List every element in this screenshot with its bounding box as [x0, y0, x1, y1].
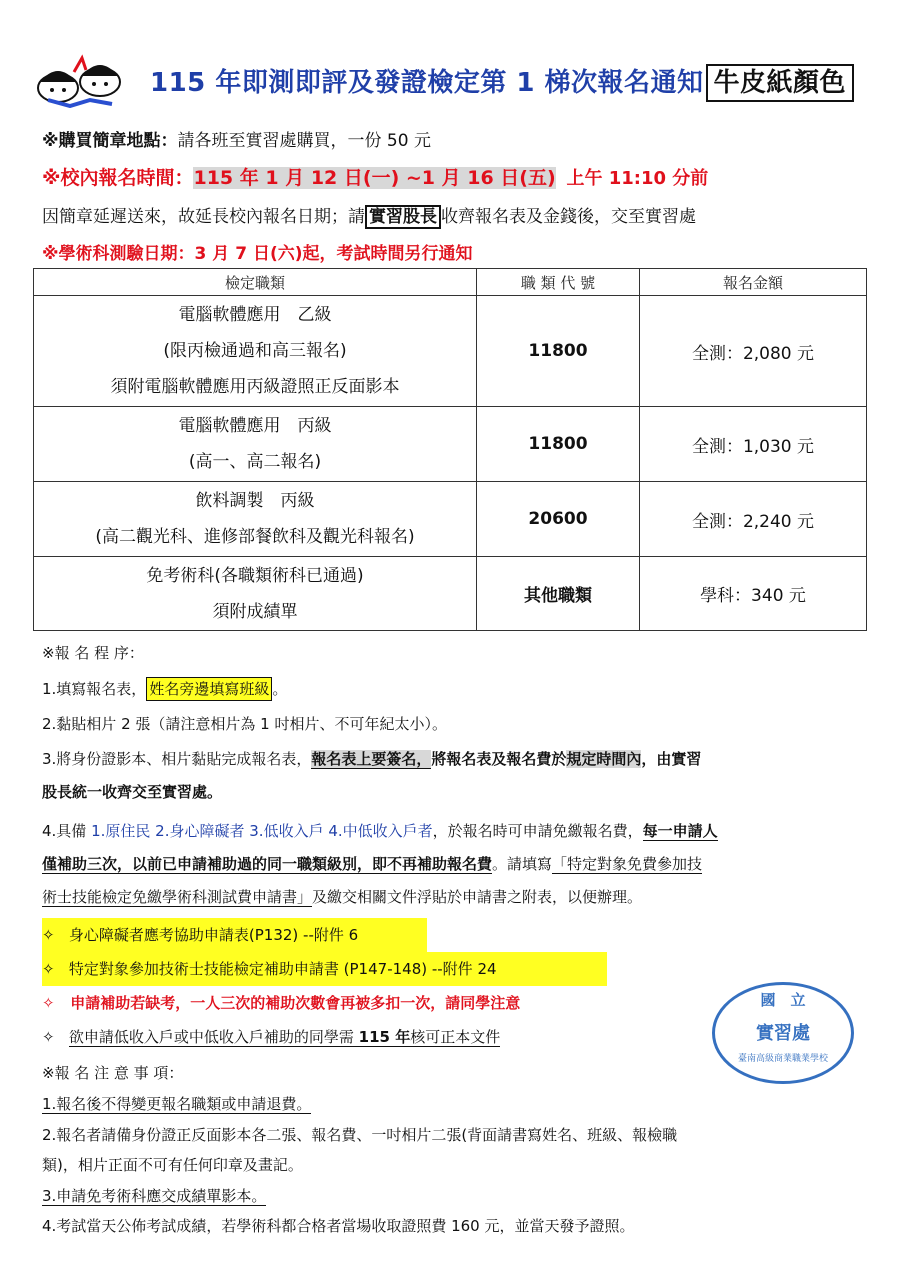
title-main: 115 年即測即評及發證檢定第 1 梯次報名通知	[150, 68, 704, 98]
step4-a: 4.具備	[42, 822, 92, 840]
table-row	[34, 407, 867, 482]
row-line: 須附電腦軟體應用丙級證照正反面影本	[110, 377, 400, 397]
procedure-step-1	[42, 678, 287, 699]
note-4: 4.考試當天公佈考試成績，若學術科都合格者當場收取證照費 160 元，並當天發予證照。	[42, 1217, 635, 1235]
purchase-line	[42, 126, 431, 151]
step1-suffix: 。	[272, 680, 288, 698]
stamp-top: 國 立	[760, 991, 806, 1009]
row-line: 免考術科(各職類術科已通過)	[146, 565, 364, 586]
note-3-text: 3.申請免考術科應交成績單影本。	[42, 1187, 267, 1205]
step3-b: 報名表上要簽名，	[311, 750, 432, 768]
row-fee: 全測：1,030 元	[640, 407, 867, 482]
note-1-text: 1.報名後不得變更報名職類或申請退費。	[42, 1095, 312, 1113]
registration-time-label: ※校內報名時間：	[42, 167, 194, 189]
row-code: 其他職類	[477, 557, 640, 631]
registration-deadline: 上午 11:10 分前	[566, 168, 709, 189]
row-line: 飲料調製 丙級	[195, 491, 315, 511]
stamp-center: 實習處	[756, 1023, 810, 1044]
bullet-4-c: 核可正本文件	[410, 1028, 501, 1046]
header-fee: 報名金額	[640, 269, 867, 296]
row-code: 11800	[477, 407, 640, 482]
delay-note-part1: 因簡章延遲送來，故延長校內報名日期；請	[42, 207, 365, 227]
step4-i: 及繳交相關文件浮貼於申請書之附表，以便辦理。	[312, 888, 643, 906]
table-row	[34, 557, 867, 631]
procedure-step-3-cont: 股長統一收齊交至實習處。	[42, 783, 223, 801]
step4-c: ，於報名時可申請免繳報名費，	[432, 822, 643, 840]
step4-h: 術士技能檢定免繳學術科測試費申請書」	[42, 888, 313, 906]
step4-g: 「特定對象免費參加技	[552, 855, 703, 873]
procedure-step-3	[42, 748, 701, 769]
step1-highlight: 姓名旁邊填寫班級	[146, 677, 272, 701]
cartoon-logo	[30, 52, 130, 108]
registration-table	[33, 268, 867, 631]
bullet-4-text	[69, 1028, 500, 1047]
exam-date: ※學術科測驗日期：3 月 7 日(六)起，考試時間另行通知	[42, 244, 473, 264]
row-line: (高二觀光科、進修部餐飲科及觀光科報名)	[95, 527, 415, 547]
step3-d: 規定時間內	[566, 750, 642, 768]
procedure-step-2: 2.黏貼相片 2 張（請注意相片為 1 吋相片、不可年紀太小）。	[42, 715, 447, 733]
row-category	[34, 296, 477, 407]
procedure-step-4-line3	[42, 886, 642, 907]
note-2: 2.報名者請備身份證正反面影本各二張、報名費、一吋相片二張(背面請書寫姓名、班級、報檢職	[42, 1126, 678, 1144]
diamond-star-icon: ✧	[42, 1028, 55, 1046]
diamond-star-icon: ✧	[42, 960, 55, 978]
delay-note	[42, 202, 696, 227]
header-code: 職 類 代 號	[477, 269, 640, 296]
row-line: 電腦軟體應用 乙級	[178, 305, 332, 325]
diamond-star-icon: ✧	[42, 994, 55, 1012]
step4-d: 每一申請人	[642, 822, 718, 840]
school-stamp	[712, 982, 854, 1084]
step4-e: 僅補助三次，以前已申請補助過的同一職類級別，即不再補助報名費	[42, 855, 493, 873]
registration-dates: 115 年 1 月 12 日(一) ~1 月 16 日(五)	[193, 167, 556, 189]
row-fee: 全測：2,240 元	[640, 482, 867, 557]
bullet-4	[42, 1020, 500, 1054]
row-category	[34, 407, 477, 482]
table-header-row	[34, 269, 867, 296]
step4-f: 。請填寫	[492, 855, 553, 873]
row-fee: 學科：340 元	[640, 557, 867, 631]
row-line: (高一、高二報名)	[188, 452, 322, 472]
bullet-2	[42, 952, 607, 986]
row-code: 20600	[477, 482, 640, 557]
bullet-4-b: 115 年	[358, 1028, 411, 1046]
note-1	[42, 1093, 311, 1114]
step3-e: ，由實習	[641, 750, 702, 768]
step4-b: 1.原住民 2.身心障礙者 3.低收入戶 4.中低收入戶者	[91, 822, 433, 840]
title-boxed-color: 牛皮紙顏色	[706, 64, 855, 102]
row-category	[34, 557, 477, 631]
procedure-heading: ※報 名 程 序：	[42, 644, 144, 662]
bullet-1-text: 身心障礙者應考協助申請表(P132) --附件 6	[68, 926, 359, 944]
procedure-step-4	[42, 820, 718, 841]
bullet-3-text: 申請補助若缺考，一人三次的補助次數會再被多扣一次，請同學注意	[70, 994, 521, 1012]
step3-c: 將報名表及報名費於	[431, 750, 567, 768]
registration-time-line	[42, 163, 708, 190]
row-code: 11800	[477, 296, 640, 407]
note-2-cont: 類)，相片正面不可有任何印章及畫記。	[42, 1156, 303, 1174]
step1-prefix: 1.填寫報名表，	[42, 680, 147, 698]
note-3	[42, 1185, 266, 1206]
row-fee: 全測：2,080 元	[640, 296, 867, 407]
procedure-step-4-line2	[42, 853, 702, 874]
purchase-label: ※購買簡章地點：	[42, 131, 178, 151]
table-row	[34, 482, 867, 557]
row-line: 須附成績單	[212, 601, 298, 622]
bullet-2-text: 特定對象參加技術士技能檢定補助申請書 (P147-148) --附件 24	[68, 960, 497, 978]
table-row	[34, 296, 867, 407]
stamp-ring: 臺南高級商業職業學校	[737, 1054, 828, 1064]
page-title	[150, 62, 854, 99]
bullet-1	[42, 918, 427, 952]
bullet-3	[42, 986, 520, 1020]
bullet-4-a: 欲申請低收入戶或中低收入戶補助的同學需	[68, 1028, 359, 1046]
step3-a: 3.將身份證影本、相片黏貼完成報名表，	[42, 750, 312, 768]
delay-note-boxed: 實習股長	[365, 205, 441, 229]
header-category: 檢定職類	[34, 269, 477, 296]
notes-heading: ※報 名 注 意 事 項：	[42, 1064, 184, 1082]
row-line: (限丙檢通過和高三報名)	[163, 341, 347, 361]
row-category	[34, 482, 477, 557]
delay-note-part2: 收齊報名表及金錢後，交至實習處	[441, 207, 696, 227]
diamond-star-icon: ✧	[42, 926, 55, 944]
row-line: 電腦軟體應用 丙級	[178, 416, 332, 436]
purchase-text: 請各班至實習處購買，一份 50 元	[177, 131, 431, 151]
